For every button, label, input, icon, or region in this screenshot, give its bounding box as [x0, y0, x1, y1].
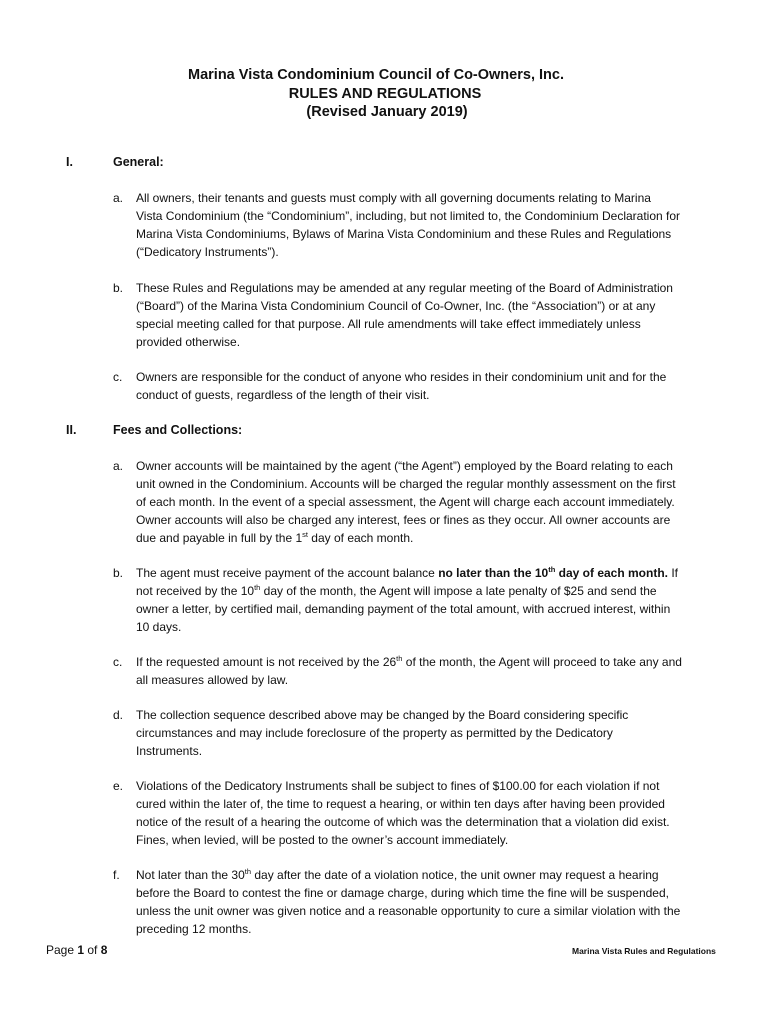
text-line: owner a letter, by certified mail, demanding payment of the total amount, with accrued interest, within	[136, 602, 671, 616]
text-line: Marina Vista Condominiums, Bylaws of Marina Vista Condominium and these Rules and Regulations	[136, 227, 672, 241]
item-letter: a.	[113, 191, 124, 205]
section-title: Fees and Collections:	[113, 423, 243, 437]
text-line: (“Dedicatory Instruments”).	[136, 245, 279, 259]
text-line: Vista Condominium (the “Condominium”, including, but not limited to, the Condominium Declaration for	[136, 209, 681, 223]
title-line-3: (Revised January 2019)	[306, 104, 468, 120]
document-title	[0, 66, 770, 122]
text-line: Owner accounts will be maintained by the agent (“the Agent”) employed by the Board relating to each	[136, 459, 673, 473]
item-text	[136, 866, 732, 938]
text-line: Violations of the Dedicatory Instruments shall be subject to fines of $100.00 for each violation if not	[136, 779, 660, 793]
item-text	[136, 564, 732, 636]
item-letter: a.	[113, 459, 124, 473]
text-line: All owners, their tenants and guests must comply with all governing documents relating to Marina	[136, 191, 651, 205]
item-letter: c.	[113, 655, 123, 669]
text-line: special meeting called for that purpose. All rule amendments will take effect immediately unless	[136, 317, 641, 331]
text-line: unit owned in the Condominium. Accounts will be charged the regular monthly assessment on the first	[136, 477, 676, 491]
text-line: of each month. In the event of a special assessment, the Agent will charge each account immediately.	[136, 495, 675, 509]
text-line: cured within the later of, the time to request a hearing, or within ten days after having been provided	[136, 797, 665, 811]
item-letter: d.	[113, 708, 124, 722]
text-line: conduct of guests, regardless of the length of their visit.	[136, 388, 430, 402]
item-text	[136, 653, 732, 689]
item-letter: f.	[113, 868, 120, 882]
item-text	[136, 706, 732, 760]
section-title: General:	[113, 155, 164, 169]
text-line: circumstances and may include foreclosure of the property as permitted by the Dedicatory	[136, 726, 613, 740]
text-line: The agent must receive payment of the account balance no later than the 10th day of each month. If	[136, 565, 679, 580]
text-line: not received by the 10th day of the month, the Agent will impose a late penalty of $25 and send the	[136, 583, 657, 598]
text-line: preceding 12 months.	[136, 922, 252, 936]
title-line-1: Marina Vista Condominium Council of Co-Owners, Inc.	[188, 67, 564, 83]
text-line: unless the unit owner was given notice and a reasonable opportunity to cure a similar violation with the	[136, 904, 681, 918]
text-line: Owner accounts will also be charged any interest, fees or fines as they occur. All owner accounts are	[136, 513, 671, 527]
title-line-2: RULES AND REGULATIONS	[288, 85, 482, 102]
text-line: Fines, when levied, will be posted to the owner’s account immediately.	[136, 833, 509, 847]
text-line: The collection sequence described above may be changed by the Board considering specific	[136, 708, 629, 722]
item-letter: c.	[113, 370, 123, 384]
text-line: provided otherwise.	[136, 335, 241, 349]
text-line: 10 days.	[136, 620, 182, 634]
item-text	[136, 777, 732, 849]
item-text	[136, 189, 732, 261]
text-line: Not later than the 30th day after the date of a violation notice, the unit owner may request a hearing	[136, 867, 659, 882]
item-text	[136, 279, 732, 351]
item-letter: b.	[113, 566, 124, 580]
page-number: Page 1 of 8	[46, 943, 108, 957]
text-line: These Rules and Regulations may be amended at any regular meeting of the Board of Administration	[136, 281, 673, 295]
item-letter: e.	[113, 779, 124, 793]
text-line: all measures allowed by law.	[136, 673, 289, 687]
text-line: due and payable in full by the 1st day of each month.	[136, 530, 414, 545]
text-line: (“Board”) of the Marina Vista Condominium Council of Co-Owner, Inc. (the “Association”) or at any	[136, 299, 656, 313]
text-line: before the Board to contest the fine or damage charge, during which time the fine will be suspended,	[136, 886, 669, 900]
text-line: Owners are responsible for the conduct of anyone who resides in their condominium unit and for the	[136, 370, 667, 384]
item-letter: b.	[113, 281, 124, 295]
text-line: Instruments.	[136, 744, 203, 758]
text-line: If the requested amount is not received by the 26th of the month, the Agent will proceed to take any and	[136, 654, 682, 669]
text-line: notice of the result of a hearing the outcome of which was the determination that a violation did exist.	[136, 815, 670, 829]
section-number: II.	[66, 423, 77, 437]
item-text	[136, 457, 732, 547]
section-number: I.	[66, 155, 73, 169]
footer-document-name: Marina Vista Rules and Regulations	[572, 946, 716, 956]
item-text	[136, 368, 732, 404]
